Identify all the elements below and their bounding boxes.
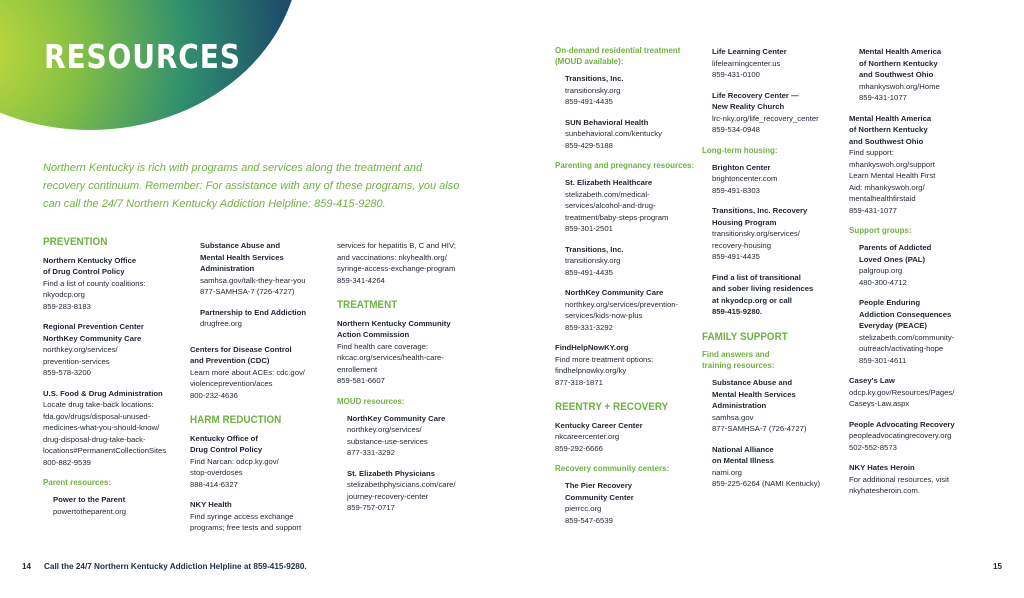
resource-entry (565, 73, 705, 108)
page-title: RESOURCES (44, 37, 241, 76)
resource-name: Partnership to End Addiction (200, 307, 307, 317)
resource-details: Locate drug take-back locations: fda.gov/drugs/disposal-unused- medicines-what-you-should-know/ drug-disposal-drug-take-back- locations#PermanentCollectionSites 800-882-9539 (43, 400, 167, 467)
resource-entry (555, 420, 705, 455)
resource-name: Kentucky Office of Drug Control Policy (190, 433, 263, 454)
resource-name: U.S. Food & Drug Administration (43, 388, 163, 398)
resource-details: transitionsky.org 859-491-4435 (565, 85, 621, 106)
resource-name: Northern Kentucky Community Action Commission (337, 318, 451, 339)
resource-entry (565, 480, 705, 526)
resource-entry (849, 375, 999, 410)
resource-details-continued: services for hepatitis B, C and HIV; and vaccinations: nkyhealth.org/ syringe-access-exchange-program 859-341-4264 (337, 241, 456, 285)
resource-name: Parents of Addicted Loved Ones (PAL) (859, 243, 932, 264)
section-heading-prevention: PREVENTION (43, 236, 108, 248)
resource-details: Find support: mhankyswoh.org/support Learn Mental Health First Aid: mhankyswoh.org/ mentalhealthfirstaid 859-431-1077 (849, 148, 936, 215)
column-treatment-reentry (555, 45, 705, 535)
resource-name: Life Learning Center (712, 47, 787, 56)
resource-details: Find syringe access exchange programs; free tests and support (190, 511, 302, 532)
entry-list (43, 255, 193, 469)
resource-entry (712, 162, 852, 197)
resource-entry (849, 462, 999, 497)
resource-entry (43, 388, 193, 469)
resource-details: For additional resources, visit nkyhatesheroin.com. (849, 474, 949, 495)
resource-name: Life Recovery Center — New Reality Church (712, 90, 799, 111)
resource-entry (190, 344, 330, 402)
resource-details: northkey.org/services/prevention- services/kids-now-plus 859-331-3292 (565, 299, 679, 332)
section-heading-reentry-recovery: REENTRY + RECOVERY (555, 401, 669, 413)
resource-details: Find more treatment options: findhelpnowky.org/ky 877-318-1871 (555, 354, 654, 387)
resource-details: transitionsky.org/services/ recovery-housing 859-491-4435 (712, 229, 800, 261)
resource-details: nami.org 859-225-6264 (NAMI Kentucky) (712, 467, 821, 488)
resource-details: stelizabethphysicians.com/care/ journey-recovery-center 859-757-0717 (347, 480, 456, 512)
resource-name: Northern Kentucky Office of Drug Control Policy (43, 255, 137, 276)
resource-entry (43, 255, 193, 313)
resource-details: samhsa.gov 877-SAMHSA-7 (726-4727) (712, 412, 807, 433)
resource-name: NorthKey Community Care (347, 413, 446, 423)
column-harm-reduction (190, 240, 330, 543)
resource-entry (200, 307, 330, 330)
page-number-left: 14 (22, 562, 31, 571)
resource-details: nkcareercenter.org 859-292-6666 (555, 432, 620, 453)
resource-details: Find a list of county coalitions: nkyodcp.org 859-283-8183 (43, 278, 146, 311)
section-heading-treatment: TREATMENT (337, 299, 398, 311)
resource-details: transitionsky.org 859-491-4435 (565, 256, 621, 277)
resource-name: Substance Abuse and Mental Health Services Administration (712, 378, 796, 410)
resource-entry (859, 297, 999, 366)
resource-name: SUN Behavioral Health (565, 117, 649, 127)
resource-name: The Pier Recovery Community Center (565, 481, 634, 502)
resource-entry (712, 377, 852, 435)
resource-name: St. Elizabeth Physicians (347, 468, 436, 478)
resource-entry (555, 342, 705, 388)
resource-entry (337, 318, 487, 387)
resource-name: Kentucky Career Center (555, 420, 643, 430)
subheading-moud-resources: MOUD resources: (337, 396, 405, 406)
resource-details: stelizabeth.com/medical- services/alcohol-and-drug- treatment/baby-steps-program 859-301-2501 (565, 189, 669, 233)
resource-name: Transitions, Inc. (565, 74, 624, 83)
footer-helpline: Call the 24/7 Northern Kentucky Addiction Helpline at 859-415-9280. (44, 562, 307, 571)
resource-details: peopleadvocatingrecovery.org 502-552-8573 (849, 431, 952, 452)
resource-name: St. Elizabeth Healthcare (565, 178, 653, 187)
resource-entry (565, 244, 705, 279)
subheading-answers-training: Find answers and training resources: (702, 350, 775, 370)
resource-name: Brighton Center (712, 162, 771, 172)
resource-entry (347, 413, 487, 459)
resource-name: Substance Abuse and Mental Health Services Administration (200, 241, 284, 273)
resource-name: Mental Health America of Northern Kentucky and Southwest Ohio (859, 47, 942, 79)
resource-entry (190, 433, 330, 491)
resource-details: sunbehavioral.com/kentucky 859-429-5188 (565, 129, 662, 150)
subheading-parenting-pregnancy: Parenting and pregnancy resources: (555, 161, 695, 170)
resource-name: People Enduring Addiction Consequences Everyday (PEACE) (859, 298, 952, 330)
resource-entry (712, 46, 852, 81)
subheading-on-demand-treatment: On-demand residential treatment (MOUD available): (555, 46, 681, 66)
resource-entry (200, 240, 330, 298)
resource-name: Mental Health America of Northern Kentucky and Southwest Ohio (849, 113, 932, 146)
resource-name: Transitions, Inc. Recovery Housing Program (712, 206, 808, 227)
intro-text: Northern Kentucky is rich with programs and services along the treatment and recovery continuum. Remember: For assistance with any of these programs, you also can call the 24/7 Northern Kentucky Addiction Helpline: 859-415-9280. (43, 162, 460, 210)
resource-details: Learn more about ACEs: cdc.gov/ violenceprevention/aces 800-232-4636 (190, 367, 305, 400)
resource-name: Casey's Law (849, 376, 895, 385)
resource-entry (347, 468, 487, 514)
resource-details: northkey.org/services/ prevention-services 859-578-3200 (43, 345, 118, 377)
resource-entry (43, 321, 193, 379)
resource-name: Transitions, Inc. (565, 244, 624, 254)
resource-name: FindHelpNowKY.org (555, 343, 629, 352)
resource-entry (849, 113, 999, 217)
resource-entry (712, 444, 852, 490)
resource-details: lifelearningcenter.us 859-431-0100 (712, 58, 781, 79)
resource-details: drugfree.org (200, 319, 242, 328)
resource-details: stelizabeth.com/community- outreach/activating-hope 859-301-4611 (859, 332, 955, 365)
resource-name: NKY Health (190, 500, 232, 509)
resource-entry (565, 117, 705, 152)
resource-name: Regional Prevention Center NorthKey Community Care (43, 322, 144, 343)
resource-name: National Alliance on Mental Illness (712, 444, 774, 465)
column-prevention (43, 237, 193, 526)
resource-entry (849, 419, 999, 454)
resource-entry (712, 205, 852, 263)
resource-name: Find a list of transitional and sober living residences at nkyodcp.org or call 859-415-9280. (712, 272, 814, 316)
section-heading-harm-reduction: HARM REDUCTION (190, 414, 282, 426)
resource-name: People Advocating Recovery (849, 419, 955, 429)
resource-details: palgroup.org 480-300-4712 (859, 266, 907, 287)
resource-entry (190, 499, 330, 534)
resource-details: Find Narcan: odcp.ky.gov/ stop-overdoses 888-414-6327 (190, 456, 279, 489)
resource-name: NKY Hates Heroin (849, 463, 915, 472)
resource-entry (712, 90, 852, 136)
resource-name: NorthKey Community Care (565, 288, 664, 297)
resource-name: Centers for Disease Control and Prevention (CDC) (190, 344, 292, 365)
resource-entry (565, 287, 705, 333)
subheading-long-term-housing: Long-term housing: (702, 145, 778, 155)
resource-details: brightoncenter.com 859-491-8303 (712, 174, 778, 195)
resource-details: northkey.org/services/ substance-use-services 877-331-3292 (347, 425, 428, 457)
subheading-recovery-centers: Recovery community centers: (555, 464, 670, 473)
subheading-support-groups: Support groups: (849, 226, 912, 235)
resource-entry (712, 272, 852, 318)
resource-details: powertotheparent.org (53, 506, 127, 516)
column-housing-family (702, 46, 852, 499)
resource-details: lrc-nky.org/life_recovery_center 859-534-0948 (712, 113, 819, 134)
resource-entry (53, 494, 193, 517)
subheading-parent-resources: Parent resources: (43, 478, 112, 487)
resource-entry (859, 242, 999, 288)
resource-details: Find health care coverage: nkcac.org/services/health-care- enrollement 859-581-6607 (337, 341, 444, 385)
page-number-right: 15 (993, 562, 1002, 571)
resource-details: odcp.ky.gov/Resources/Pages/ Caseys-Law.aspx (849, 387, 955, 408)
resource-details: pierrcc.org 859-547-6539 (565, 504, 613, 525)
column-support (849, 46, 999, 506)
resource-name: Power to the Parent (53, 495, 126, 504)
resource-details: samhsa.gov/talk-they-hear-you 877-SAMHSA-7 (726-4727) (200, 275, 306, 296)
resource-details: mhankyswoh.org/Home 859-431-1077 (859, 81, 940, 102)
resource-entry (859, 46, 999, 104)
resource-entry (565, 177, 705, 235)
section-heading-family-support: FAMILY SUPPORT (702, 330, 788, 343)
column-treatment (337, 240, 487, 523)
